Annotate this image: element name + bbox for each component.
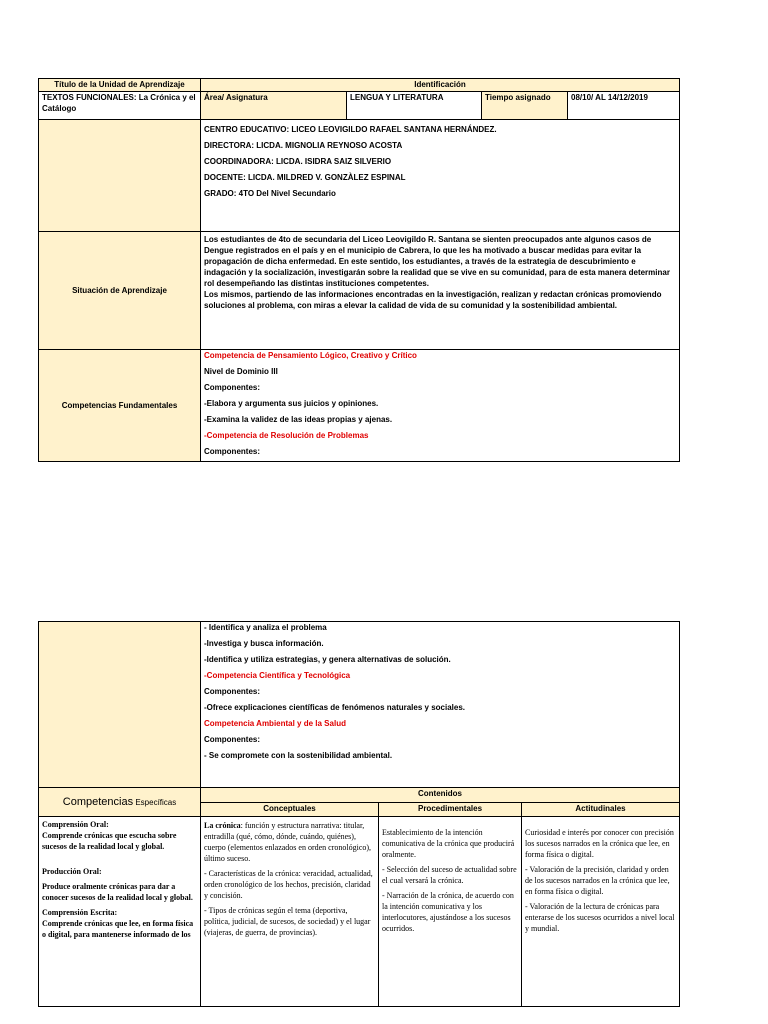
continuation-list [201, 622, 680, 788]
competencia-line: -Investiga y busca información. [204, 639, 324, 648]
comp-escrita-title: Comprensión Escrita: [42, 908, 118, 917]
area-label: Área/ Asignatura [201, 92, 347, 120]
identification-empty-cell [39, 120, 201, 232]
procedimentales-paragraph: - Narración de la crónica, de acuerdo con la intención comunicativa y los interlocutores, ajustándose a los sucesos ocurridos. [382, 891, 514, 933]
comp-oral-text: Comprende crónicas que escucha sobre sucesos de la realidad local y global. [42, 831, 177, 851]
competencia-line: Componentes: [204, 447, 260, 456]
competencia-line: - Se compromete con la sostenibilidad ambiental. [204, 751, 393, 760]
competencias-label: Competencias Fundamentales [39, 350, 201, 462]
competencia-line: Componentes: [204, 383, 260, 392]
procedimentales-header: Procedimentales [379, 803, 522, 817]
comp-escrita-text: Comprende crónicas que lee, en forma física o digital, para mantenerse informado de los [42, 919, 194, 939]
especificas-cell [39, 817, 201, 1007]
competencia-line: Componentes: [204, 687, 260, 696]
identification-list [201, 120, 680, 232]
situacion-label: Situación de Aprendizaje [39, 232, 201, 350]
competencia-line: - Identifica y analiza el problema [204, 623, 327, 632]
unit-title-value: TEXTOS FUNCIONALES: La Crónica y el Catálogo [39, 92, 201, 120]
contenidos-header: Contenidos [201, 788, 680, 803]
identification-line: GRADO: 4TO Del Nivel Secundario [204, 189, 336, 198]
cronica-term: La crónica [204, 821, 241, 830]
competencia-line: -Competencia Científica y Tecnológica [204, 671, 351, 680]
identification-line: COORDINADORA: LICDA. ISIDRA SAIZ SILVERIO [204, 157, 392, 166]
tiempo-label: Tiempo asignado [482, 92, 568, 120]
prod-oral-title: Producción Oral: [42, 867, 102, 876]
situacion-paragraph: Los mismos, partiendo de las informaciones encontradas en la investigación, realizan y redactan crónicas promoviendo soluciones al problema, con miras a elevar la calidad de vida de su comunidad y la sostenibilidad ambiental. [204, 290, 662, 310]
competencias-small: Específicas [135, 797, 177, 807]
conceptuales-paragraph: - Características de la crónica: veracidad, actualidad, orden cronológico de los hechos, precisión, claridad y concisión. [204, 869, 373, 900]
identificacion-header: Identificación [201, 79, 680, 92]
continuation-empty-cell [39, 622, 201, 788]
unit-title-header: Título de la Unidad de Aprendizaje [39, 79, 201, 92]
competencias-especificas-label [39, 788, 201, 817]
competencia-line: -Identifica y utiliza estrategias, y genera alternativas de solución. [204, 655, 451, 664]
procedimentales-paragraph: - Selección del suceso de actualidad sobre el cual versará la crónica. [382, 865, 517, 885]
competencia-line: -Examina la validez de las ideas propias y ajenas. [204, 415, 393, 424]
actitudinales-paragraph: - Valoración de la lectura de crónicas para enterarse de los sucesos ocurridos a nivel local y mundial. [525, 902, 675, 933]
competencias-big: Competencias [62, 795, 134, 808]
actitudinales-header: Actitudinales [522, 803, 680, 817]
competencia-line: Nivel de Dominio III [204, 367, 278, 376]
conceptuales-paragraph: - Tipos de crónicas según el tema (deportiva, política, judicial, de sucesos, de sociedad) y el lugar (viajeras, de guerra, de provincias). [204, 906, 371, 937]
conceptuales-header: Conceptuales [201, 803, 379, 817]
conceptuales-cell [201, 817, 379, 1007]
competencia-line: -Competencia de Resolución de Problemas [204, 431, 369, 440]
identification-line: DOCENTE: LICDA. MILDRED V. GONZÀLEZ ESPINAL [204, 173, 406, 182]
actitudinales-cell [522, 817, 680, 1007]
situacion-paragraph: Los estudiantes de 4to de secundaria del Liceo Leovigildo R. Santana se sienten preocupados ante algunos casos de Dengue registrados en el país y en el municipio de Cabrera, lo que les ha motivado a buscar medidas para evitar la propagación de dicha enfermedad. En este sentido, los estudiantes, a través de la estrategia de descubrimiento e indagación y la socialización, investigarán sobre la realidad que se vive en su comunidad, para de esta manera determinar rol desempeñando las distintas instituciones competentes. [204, 235, 670, 288]
situacion-text [201, 232, 680, 350]
actitudinales-paragraph: Curiosidad e interés por conocer con precisión los sucesos narrados en la crónica que lee, en forma física o digital. [525, 828, 674, 859]
tiempo-value: 08/10/ AL 14/12/2019 [568, 92, 680, 120]
competencia-line: -Ofrece explicaciones científicas de fenómenos naturales y sociales. [204, 703, 465, 712]
competencia-line: Componentes: [204, 735, 260, 744]
prod-oral-text: Produce oralmente crónicas para dar a conocer sucesos de la realidad local y global. [42, 882, 193, 902]
competencia-line: Competencia de Pensamiento Lógico, Creativo y Crítico [204, 351, 417, 360]
identification-line: CENTRO EDUCATIVO: LICEO LEOVIGILDO RAFAEL SANTANA HERNÁNDEZ. [204, 125, 497, 134]
comp-oral-title: Comprensión Oral: [42, 820, 109, 829]
area-value: LENGUA Y LITERATURA [347, 92, 482, 120]
procedimentales-paragraph: Establecimiento de la intención comunicativa de la crónica que producirá oralmente. [382, 828, 515, 859]
procedimentales-cell [379, 817, 522, 1007]
competencia-line: -Elabora y argumenta sus juicios y opiniones. [204, 399, 379, 408]
actitudinales-paragraph: - Valoración de la precisión, claridad y orden de los sucesos narrados en la crónica que lee, en forma física o digital. [525, 865, 670, 896]
conceptuales-paragraph [204, 820, 375, 864]
identification-line: DIRECTORA: LICDA. MIGNOLIA REYNOSO ACOSTA [204, 141, 403, 150]
competencias-table [38, 621, 680, 1007]
competencias-list [201, 350, 680, 462]
competencia-line: Competencia Ambiental y de la Salud [204, 719, 346, 728]
unit-table [38, 78, 680, 462]
cronica-definition: : función y estructura narrativa: titular, entradilla (qué, cómo, dónde, cuándo, quiénes), cuerpo (elementos enlazados en orden cronológico), último suceso. [204, 821, 372, 863]
